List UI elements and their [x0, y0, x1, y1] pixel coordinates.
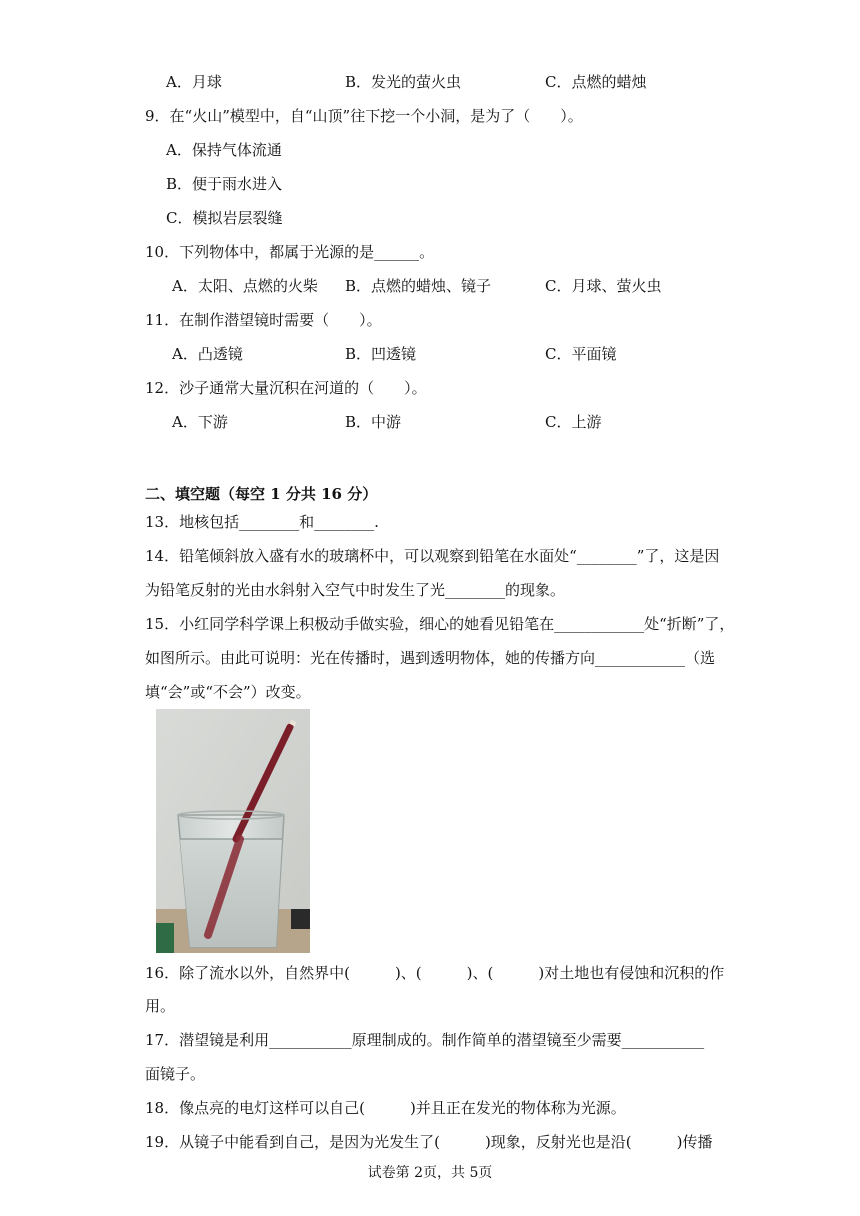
- q14-line1: 14．铅笔倾斜放入盛有水的玻璃杯中，可以观察到铅笔在水面处“________”了，这是因: [145, 547, 720, 565]
- q10-option-b: B．点燃的蜡烛、镜子: [345, 277, 492, 295]
- q8-option-a: A．月球: [166, 73, 222, 91]
- q13-stem: 13．地核包括________和________.: [145, 513, 379, 531]
- q15-line2: 如图所示。由此可说明：光在传播时，遇到透明物体，她的传播方向____________（选: [145, 649, 716, 667]
- q10-stem: 10．下列物体中，都属于光源的是______。: [145, 243, 435, 261]
- q14-line2: 为铅笔反射的光由水斜射入空气中时发生了光________的现象。: [145, 581, 566, 599]
- q15-line1: 15．小红同学科学课上积极动手做实验，细心的她看见铅笔在____________处“折断”了，: [145, 615, 735, 633]
- q10-option-a: A．太阳、点燃的火柴: [172, 277, 318, 295]
- q12-option-b: B．中游: [345, 413, 402, 431]
- q16-line1: 16．除了流水以外，自然界中( )、( )、( )对土地也有侵蚀和沉积的作: [145, 964, 725, 982]
- pencil-in-water-photo: [156, 709, 310, 953]
- q9-stem: 9．在“火山”模型中，自“山顶”往下挖一个小洞，是为了（ ）。: [145, 107, 583, 125]
- q9-option-a: A．保持气体流通: [166, 141, 282, 159]
- q8-option-b: B．发光的萤火虫: [345, 73, 462, 91]
- q10-option-c: C．月球、萤火虫: [545, 277, 662, 295]
- q12-option-c: C．上游: [545, 413, 602, 431]
- q11-stem: 11．在制作潜望镜时需要（ ）。: [145, 311, 382, 329]
- q12-stem: 12．沙子通常大量沉积在河道的（ ）。: [145, 379, 427, 397]
- q11-option-a: A．凸透镜: [172, 345, 243, 363]
- q8-option-c: C．点燃的蜡烛: [545, 73, 647, 91]
- q11-option-b: B．凹透镜: [345, 345, 417, 363]
- q9-option-c: C．模拟岩层裂缝: [166, 209, 283, 227]
- q16-line2: 用。: [145, 997, 176, 1015]
- q9-option-b: B．便于雨水进入: [166, 175, 283, 193]
- q15-line3: 填“会”或“不会”）改变。: [145, 683, 311, 701]
- q11-option-c: C．平面镜: [545, 345, 617, 363]
- q19-stem: 19．从镜子中能看到自己，是因为光发生了( )现象，反射光也是沿( )传播: [145, 1133, 713, 1151]
- q17-line2: 面镜子。: [145, 1065, 206, 1083]
- q12-option-a: A．下游: [172, 413, 228, 431]
- section-title: 二、填空题（每空 1 分共 16 分）: [145, 485, 378, 503]
- q17-line1: 17．潜望镜是利用___________原理制成的。制作简单的潜望镜至少需要___________: [145, 1031, 705, 1049]
- q18-stem: 18．像点亮的电灯这样可以自己( )并且正在发光的物体称为光源。: [145, 1099, 626, 1117]
- page-footer: 试卷第 2页，共 5页: [367, 1165, 493, 1181]
